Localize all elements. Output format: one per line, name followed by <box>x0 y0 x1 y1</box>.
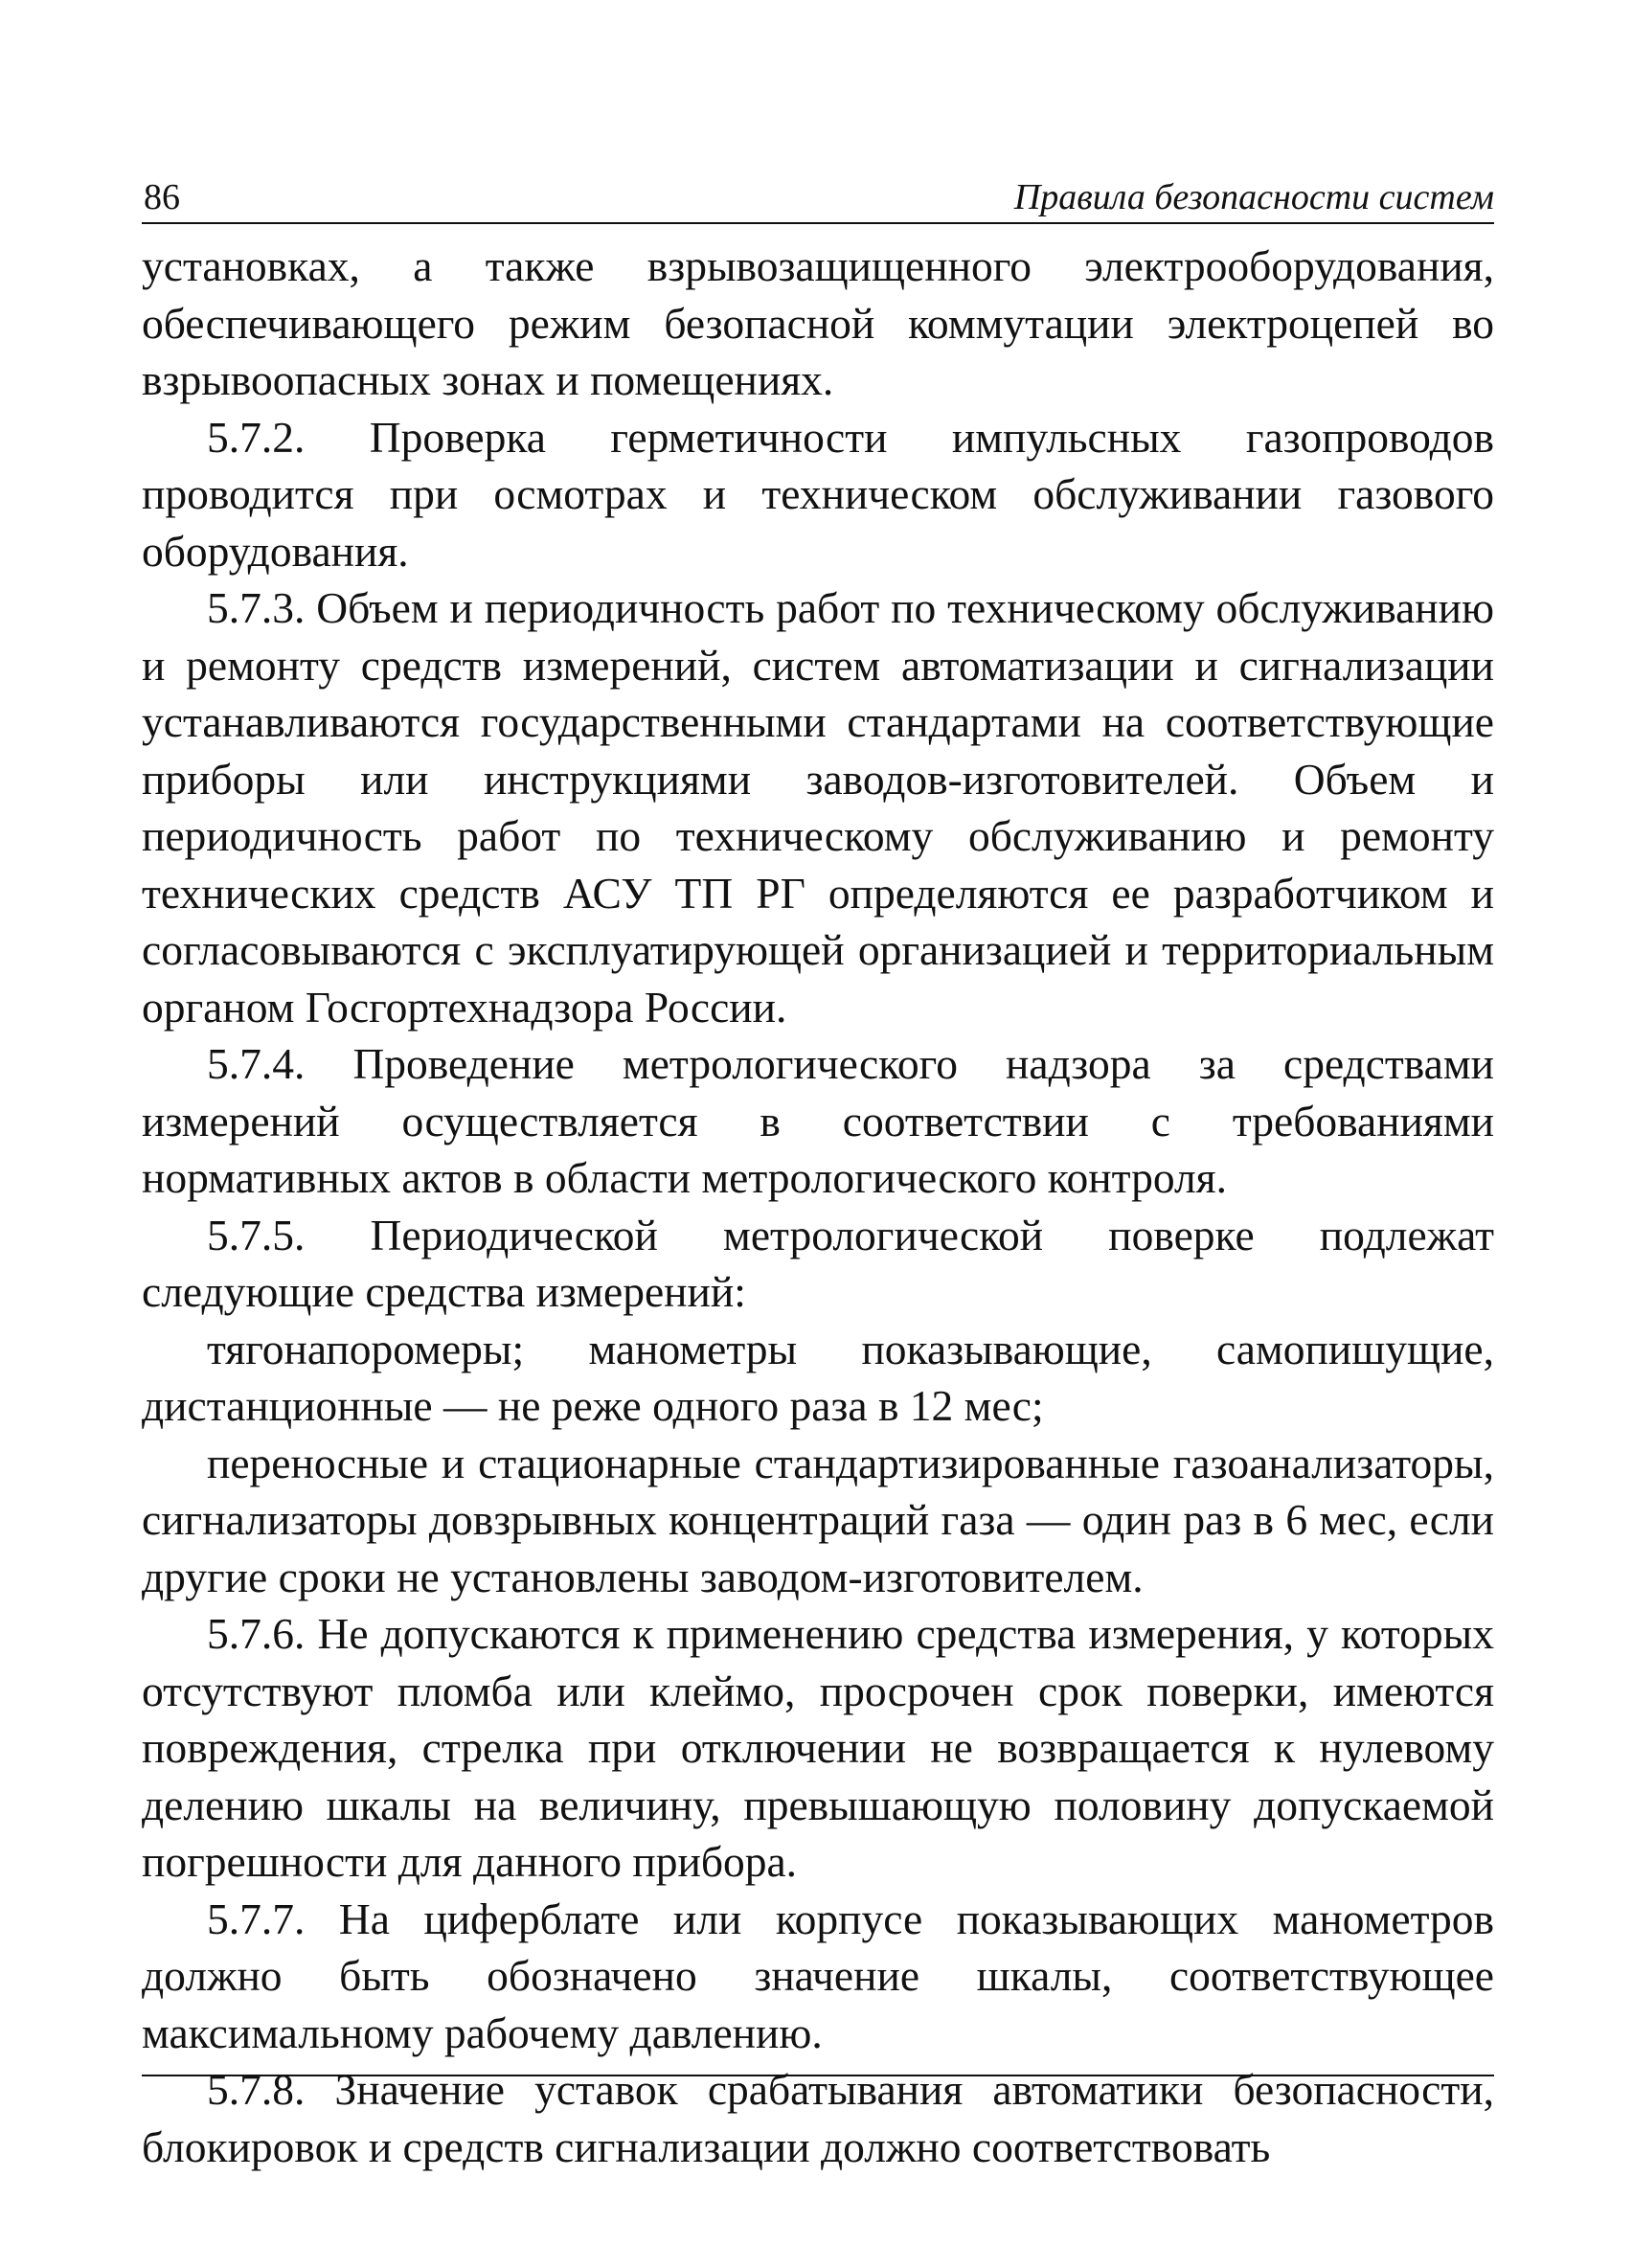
list-item-gas-analyzers: переносные и стационарные стандартизированные газоанализаторы, сигнализаторы довзрывных концентраций газа — один раз в 6 мес, если другие сроки не установлены заводом-изготовителем. <box>142 1438 1494 1601</box>
paragraph-5-7-3: 5.7.3. Объем и периодичность работ по техническому обслуживанию и ремонту средств измерений, систем автоматизации и сигнализации устанавливаются государственными стандартами на соответствующие приборы или инструкциями заводов-изготовителей. Объем и периодичность работ по техническому обслуживанию и ремонту технических средств АСУ ТП РГ определяются ее разработчиком и согласовываются с эксплуатирующей организацией и территориальным органом Госгортехнадзора России. <box>142 583 1494 1032</box>
list-item-pressure-gauges: тягонапоромеры; манометры показывающие, самопишущие, дистанционные — не реже одного раза в 12 мес; <box>142 1324 1494 1430</box>
running-head <box>142 172 1494 224</box>
paragraph-5-7-7: 5.7.7. На циферблате или корпусе показывающих манометров должно быть обозначено значение шкалы, соответствующее максимальному рабочему давлению. <box>142 1894 1494 2057</box>
running-title: Правила безопасности систем <box>1013 177 1494 217</box>
paragraph-5-7-6: 5.7.6. Не допускаются к применению средства измерения, у которых отсутствуют пломба или клеймо, просрочен срок поверки, имеются повреждения, стрелка при отключении не возвращается к нулевому делению шкалы на величину, превышающую половину допускаемой погрешности для данного прибора. <box>142 1609 1494 1886</box>
paragraph-5-7-5: 5.7.5. Периодической метрологической поверке подлежат следующие средства измерений: <box>142 1210 1494 1316</box>
paragraph-5-7-8: 5.7.8. Значение уставок срабатывания автоматики безопасности, блокировок и средств сигнализации должно соответствовать <box>142 2065 1494 2171</box>
paragraph-5-7-2: 5.7.2. Проверка герметичности импульсных газопроводов проводится при осмотрах и техническом обслуживании газового оборудования. <box>142 412 1494 576</box>
body-text <box>142 238 1494 2175</box>
page-number: 86 <box>144 177 180 217</box>
bottom-rule <box>142 2075 1494 2076</box>
paragraph-5-7-4: 5.7.4. Проведение метрологического надзора за средствами измерений осуществляется в соответствии с требованиями нормативных актов в области метрологического контроля. <box>142 1039 1494 1202</box>
paragraph-continuation: установках, а также взрывозащищенного электрооборудования, обеспечивающего режим безопасной коммутации электроцепей во взрывоопасных зонах и помещениях. <box>142 241 1494 404</box>
book-page <box>142 172 1494 2175</box>
